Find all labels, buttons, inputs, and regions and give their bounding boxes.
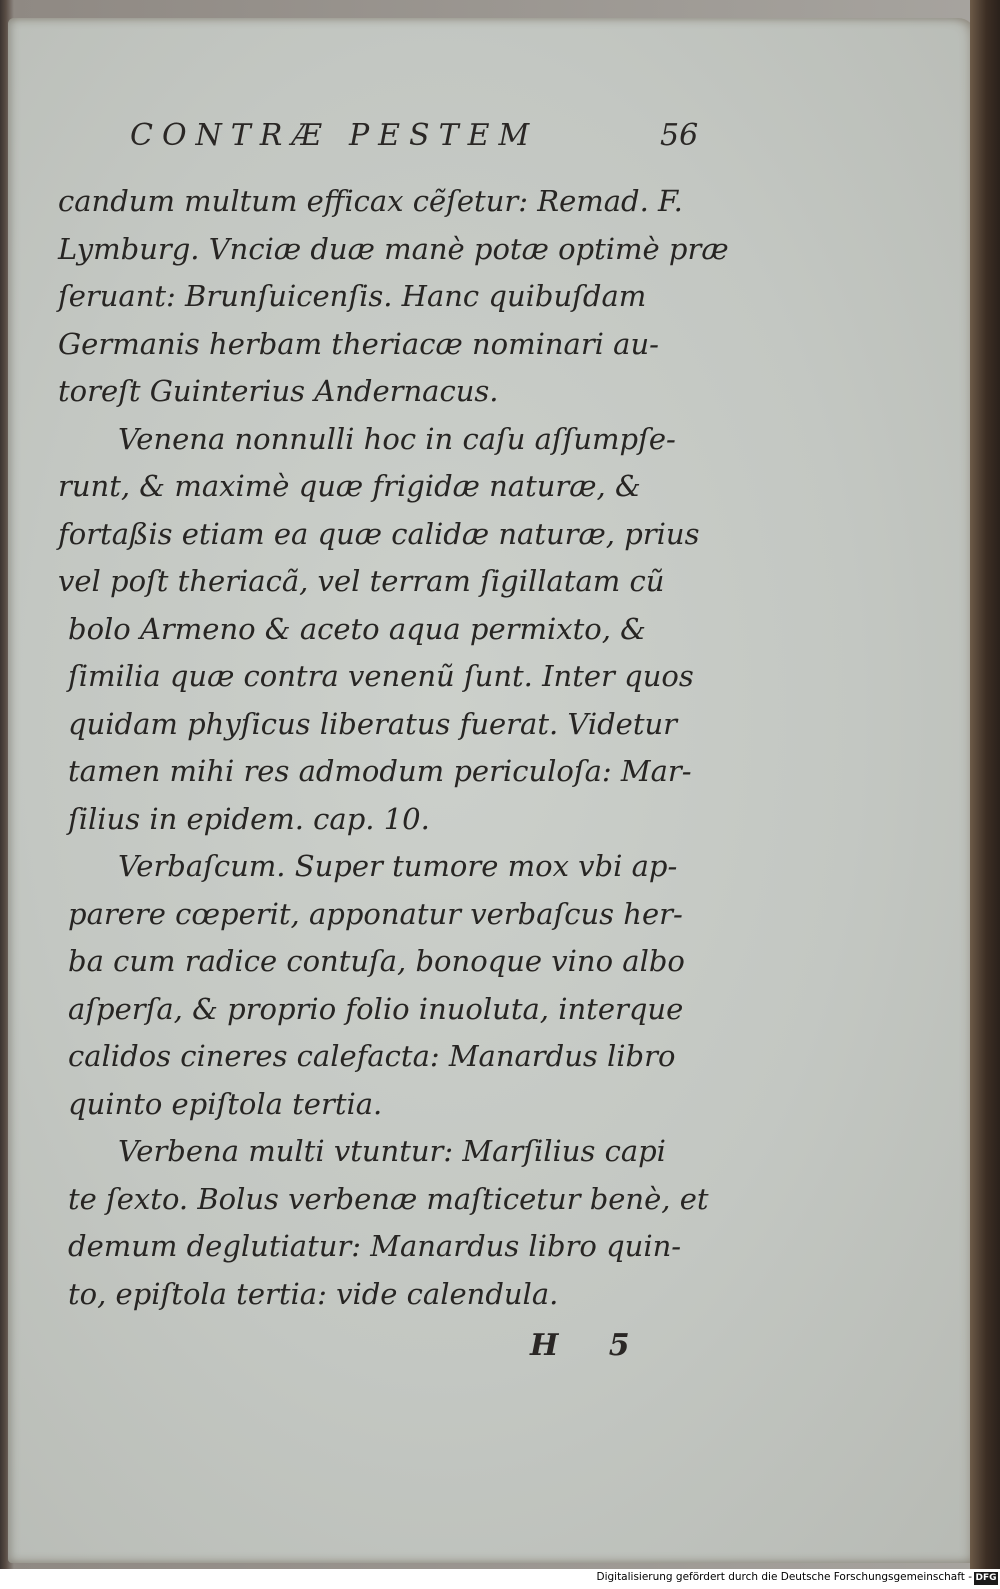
dfg-logo: DFG (975, 1573, 997, 1583)
text-line: ſimilia quæ contra venenũ ſunt. Inter quos (68, 659, 694, 693)
text-line: ba cum radice contuſa, bonoque vino albo (68, 944, 685, 978)
text-line: bolo Armeno & aceto aqua permixto, & (68, 611, 646, 646)
text-line: to, epiſtola tertia: vide calendula. (68, 1276, 559, 1311)
text-line: tamen mihi res admodum periculoſa: Mar- (68, 754, 692, 788)
book-spine-edge (970, 0, 1000, 1589)
text-line: quinto epiſtola tertia. (68, 1086, 383, 1121)
text-line: demum deglutiatur: Manardus libro quin- (68, 1229, 682, 1263)
text-line: ſeruant: Brunſuicenſis. Hanc quibuſdam (58, 279, 647, 313)
text-line: Verbaſcum. Super tumore mox vbi ap- (118, 849, 678, 883)
text-line: calidos cineres calefacta: Manardus libro (68, 1039, 676, 1073)
text-line: fortaßis etiam ea quæ calidæ naturæ, prius (58, 516, 700, 551)
text-line: Germanis herbam theriacæ nominari au- (58, 326, 659, 361)
signature-mark: H 5 (530, 1328, 630, 1363)
text-line: te ſexto. Bolus verbenæ maſticetur benè, et (68, 1181, 709, 1216)
page-number: 56 (660, 118, 699, 153)
text-line: quidam phyſicus liberatus fuerat. Videtur (68, 706, 678, 741)
text-line: parere cœperit, apponatur verbaſcus her- (68, 896, 683, 931)
text-line: candum multum efficax cẽſetur: Remad. F. (58, 184, 683, 218)
text-line: aſperſa, & proprio folio inuoluta, interque (68, 991, 684, 1026)
text-line: vel poſt theriacã, vel terram ſigillatam cũ (58, 564, 665, 598)
text-line: Lymburg. Vnciæ duæ manè potæ optimè præ (58, 231, 729, 266)
text-line: Verbena multi vtuntur: Marſilius capi (118, 1134, 666, 1168)
funding-credit: Digitalisierung gefördert durch die Deutsche Forschungsgemeinschaft - (596, 1571, 972, 1583)
running-head: CONTRÆ PESTEM (130, 118, 539, 153)
text-line: toreſt Guinterius Andernacus. (58, 374, 499, 408)
body-text (58, 178, 729, 1318)
text-line: ſilius in epidem. cap. 10. (68, 801, 430, 836)
text-line: Venena nonnulli hoc in caſu aſſumpſe- (118, 421, 676, 456)
text-line: runt, & maximè quæ frigidæ naturæ, & (58, 469, 641, 503)
